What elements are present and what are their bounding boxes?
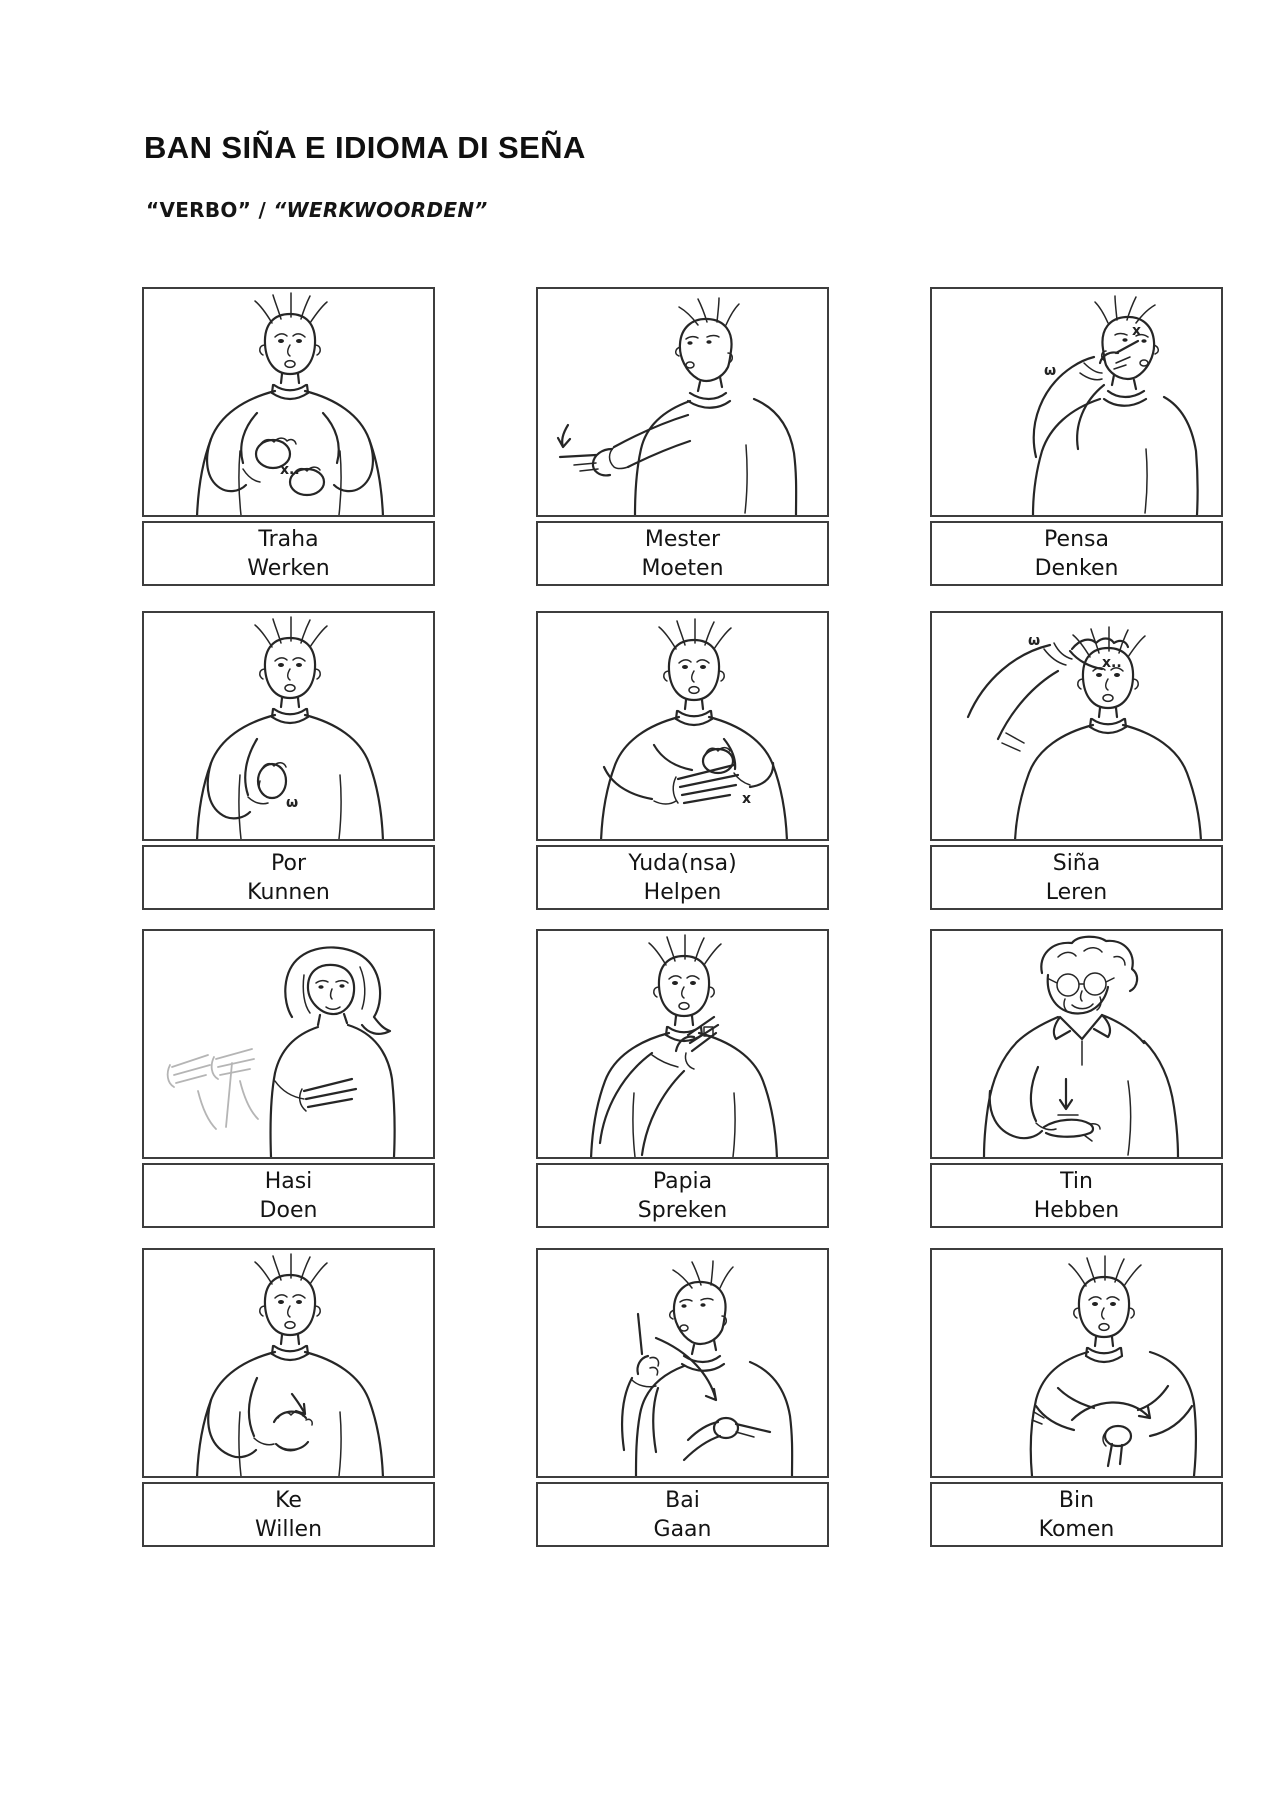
sign-mark: x [1132, 323, 1142, 339]
sign-card-hasi [142, 929, 435, 1228]
sign-caption [930, 1163, 1223, 1228]
sign-card-pensa [930, 287, 1223, 586]
sign-word: Yuda(nsa) [628, 851, 737, 876]
sign-card-bai [536, 1248, 829, 1547]
sign-illustration-learn [930, 611, 1223, 841]
sign-illustration-have [930, 929, 1223, 1159]
sign-card-por [142, 611, 435, 910]
sign-mark: x.. [1102, 655, 1122, 671]
sign-card-tin [930, 929, 1223, 1228]
sign-card-sina [930, 611, 1223, 910]
subtitle-separator: / [251, 198, 274, 222]
sign-translation: Leren [1045, 880, 1108, 905]
sign-card-papia [536, 929, 829, 1228]
page-title: BAN SIÑA E IDIOMA DI SEÑA [144, 130, 586, 165]
sign-caption [536, 1482, 829, 1547]
sign-translation: Werken [247, 556, 330, 581]
sign-card-ke [142, 1248, 435, 1547]
sign-word: Siña [1052, 851, 1101, 876]
sign-illustration-come [930, 1248, 1223, 1478]
sign-translation: Spreken [637, 1198, 728, 1223]
sign-word: Papia [652, 1169, 713, 1194]
sign-illustration-can [142, 611, 435, 841]
sign-translation: Helpen [643, 880, 722, 905]
sign-word: Hasi [264, 1169, 313, 1194]
sign-word: Traha [258, 527, 319, 552]
sign-translation: Hebben [1033, 1198, 1120, 1223]
sign-caption [930, 521, 1223, 586]
subtitle-dutch: “WERKWOORDEN” [273, 198, 488, 222]
sign-illustration-help [536, 611, 829, 841]
sign-illustration-go [536, 1248, 829, 1478]
sign-word: Bin [1058, 1488, 1095, 1513]
sign-card-mester [536, 287, 829, 586]
sign-illustration-do [142, 929, 435, 1159]
sign-translation: Komen [1038, 1517, 1115, 1542]
page-subtitle [146, 198, 488, 222]
sign-caption [142, 1482, 435, 1547]
sign-translation: Willen [254, 1517, 323, 1542]
sign-mark: x [742, 791, 752, 807]
sign-mark: ω [1028, 633, 1041, 649]
sign-translation: Denken [1034, 556, 1119, 581]
sign-caption [142, 1163, 435, 1228]
sign-word: Tin [1060, 1169, 1093, 1194]
sign-mark: ω [286, 795, 299, 811]
sign-word: Bai [665, 1488, 700, 1513]
sign-word: Ke [275, 1488, 302, 1513]
sign-card-bin [930, 1248, 1223, 1547]
sign-illustration-think [930, 287, 1223, 517]
sign-card-yuda [536, 611, 829, 910]
sign-card-traha [142, 287, 435, 586]
sign-caption [142, 521, 435, 586]
sign-illustration-must [536, 287, 829, 517]
sign-translation: Kunnen [247, 880, 330, 905]
sign-mark: x.. [280, 462, 300, 478]
sign-caption [536, 845, 829, 910]
sign-illustration-want [142, 1248, 435, 1478]
sign-word: Por [271, 851, 306, 876]
sign-caption [536, 1163, 829, 1228]
sign-translation: Moeten [641, 556, 724, 581]
sign-illustration-speak [536, 929, 829, 1159]
subtitle-papiamento: “VERBO” [146, 198, 252, 222]
sign-translation: Doen [259, 1198, 318, 1223]
sign-caption [536, 521, 829, 586]
sign-word: Mester [644, 527, 721, 552]
sign-caption [142, 845, 435, 910]
sign-translation: Gaan [653, 1517, 712, 1542]
sign-caption [930, 845, 1223, 910]
sign-illustration-work [142, 287, 435, 517]
sign-caption [930, 1482, 1223, 1547]
sign-word: Pensa [1044, 527, 1109, 552]
sign-mark: ω [1044, 363, 1057, 379]
